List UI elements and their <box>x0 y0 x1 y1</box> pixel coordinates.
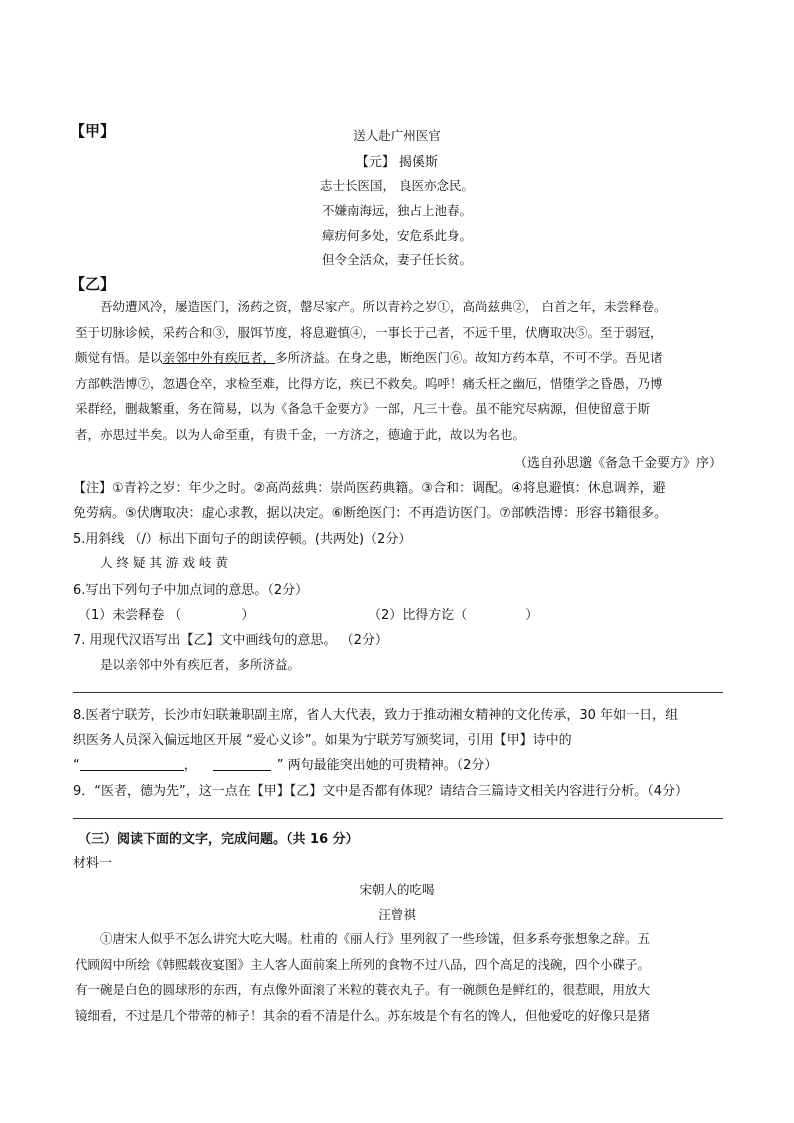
answer-line <box>73 692 723 693</box>
question-5: 5.用斜线 （/）标出下面句子的朗读停顿。(共两处)（2分） <box>73 532 412 547</box>
question-6-a <box>78 604 254 623</box>
yi-passage <box>75 294 723 448</box>
section-3-heading: （三）阅读下面的文字，完成问题。（共 16 分） <box>78 832 359 847</box>
yi-line-4: 方部帙浩博⑦，忽遇仓卒，求检至难，比得方讫，疾已不救矣。呜呼！痛夭枉之幽厄，惜堕学之昏愚，乃博 <box>75 375 663 391</box>
question-6-b <box>368 604 538 623</box>
section-divider <box>73 818 723 819</box>
yi-line-5: 采群经，删裁繁重，务在简易，以为《备急千金要方》一部，凡三十卷。虽不能究尽病源，但使留意于斯 <box>75 401 651 417</box>
underlined-sentence: 亲邻中外有疾厄者， <box>162 350 276 366</box>
poem-title: 送人赴广州医官 <box>353 128 441 143</box>
poem-line-1: 志士长医国， 良医亦念民。 <box>320 178 474 193</box>
question-6-a-text: （1）未尝释卷 （ <box>78 608 182 623</box>
yi-line-6: 者，亦思过半矣。以为人命至重，有贵千金，一方济之，德逾于此，故以为名也。 <box>75 426 526 442</box>
jia-label: 【甲】 <box>70 122 116 140</box>
yi-label: 【乙】 <box>70 275 116 293</box>
question-7: 7. 用现代汉语写出【乙】文中画线句的意思。 （2分） <box>73 633 388 648</box>
poem-line-4: 但令全活众，妻子任长贫。 <box>321 252 472 267</box>
answer-blank-1[interactable] <box>80 756 184 771</box>
blank-comma: ， <box>183 758 197 773</box>
answer-blank-2[interactable] <box>213 756 271 771</box>
article-passage <box>75 926 723 1028</box>
article-line-4: 镜细看，不过是几个带蒂的柿子！其余的看不清是什么。苏东坡是个有名的馋人，但他爱吃的好像只是猪 <box>75 1007 651 1023</box>
yi-line-3-b: 多所济益。在身之患，断绝医门⑥。故知方药本草，不可不学。吾见诸 <box>275 350 663 366</box>
notes-line-2: 免劳病。⑤伏膺取决：虚心求教，据以决定。⑥断绝医门：不再造访医门。⑦部帙浩博：形容书籍很多。 <box>73 506 667 521</box>
poem-line-2: 不嫌南海远，独占上池春。 <box>321 203 472 218</box>
open-quote: “ <box>73 758 80 773</box>
poem-line-3: 瘴疠何多处，安危系此身。 <box>321 228 472 243</box>
question-5-sentence: 人 终 疑 其 游 戏 岐 黄 <box>100 555 228 570</box>
question-9: 9．“医者，德为先”，这一点在【甲】【乙】文中是否都有体现？请结合三篇诗文相关内容进行分析。（4分） <box>73 784 689 799</box>
question-6: 6.写出下列句子中加点词的意思。（2分） <box>73 583 309 598</box>
article-author: 汪曾祺 <box>378 907 416 922</box>
notes-line-1: 【注】①青衿之岁：年少之时。②高尚兹典：崇尚医药典籍。③合和：调配。④将息避慎：休息调养，避 <box>73 481 666 496</box>
question-6-b-close: ） <box>525 608 539 623</box>
question-8-line-2: 织医务人员深入偏远地区开展 “爱心义诊”。如果为宁联芳写颁奖词，引用【甲】诗中的 <box>73 733 572 748</box>
poem-author: 【元】 揭傒斯 <box>355 155 439 170</box>
yi-source: （选自孙思邈《备急千金要方》序） <box>513 456 722 471</box>
yi-line-2: 至于切脉诊候，采药合和③，服饵节度，将息避慎④，一事长于己者，不远千里，伏膺取决⑤。至于弱冠， <box>75 324 663 340</box>
question-8-line-1: 8.医者宁联芳，长沙市妇联兼职副主席，省人大代表，致力于推动湘女精神的文化传承，30 年如一日，组 <box>73 708 679 723</box>
yi-line-3 <box>75 345 723 371</box>
article-line-3: 有一碗是白色的圆球形的东西，有点像外面滚了米粒的蓑衣丸子。有一碗颜色是鲜红的，很惹眼，用放大 <box>75 982 651 998</box>
question-8-tail: ” 两句最能突出她的可贵精神。（2分） <box>276 758 498 773</box>
question-6-b-text: （2）比得方讫（ <box>368 608 468 623</box>
article-title: 宋朝人的吃喝 <box>359 882 435 897</box>
yi-line-3-a: 颇觉有悟。是以 <box>75 350 163 366</box>
article-line-2: 代顾闳中所绘《韩熙载夜宴图》主人客人面前案上所列的食物不过八品，四个高足的浅碗，四个小碟子。 <box>75 956 651 972</box>
question-6-a-close: ） <box>241 608 255 623</box>
material-1-label: 材料一 <box>73 856 113 871</box>
yi-line-1: 吾幼遭风冷，屡造医门，汤药之资，罄尽家产。所以青衿之岁①，高尚兹典②， 白首之年，未尝释卷。 <box>100 299 667 314</box>
question-7-sentence: 是以亲邻中外有疾厄者，多所济益。 <box>100 657 301 672</box>
question-8-line-3 <box>73 754 497 773</box>
article-line-1: ①唐宋人似乎不怎么讲究大吃大喝。杜甫的《丽人行》里列叙了一些珍馐，但多系夸张想象之辞。五 <box>100 931 651 946</box>
